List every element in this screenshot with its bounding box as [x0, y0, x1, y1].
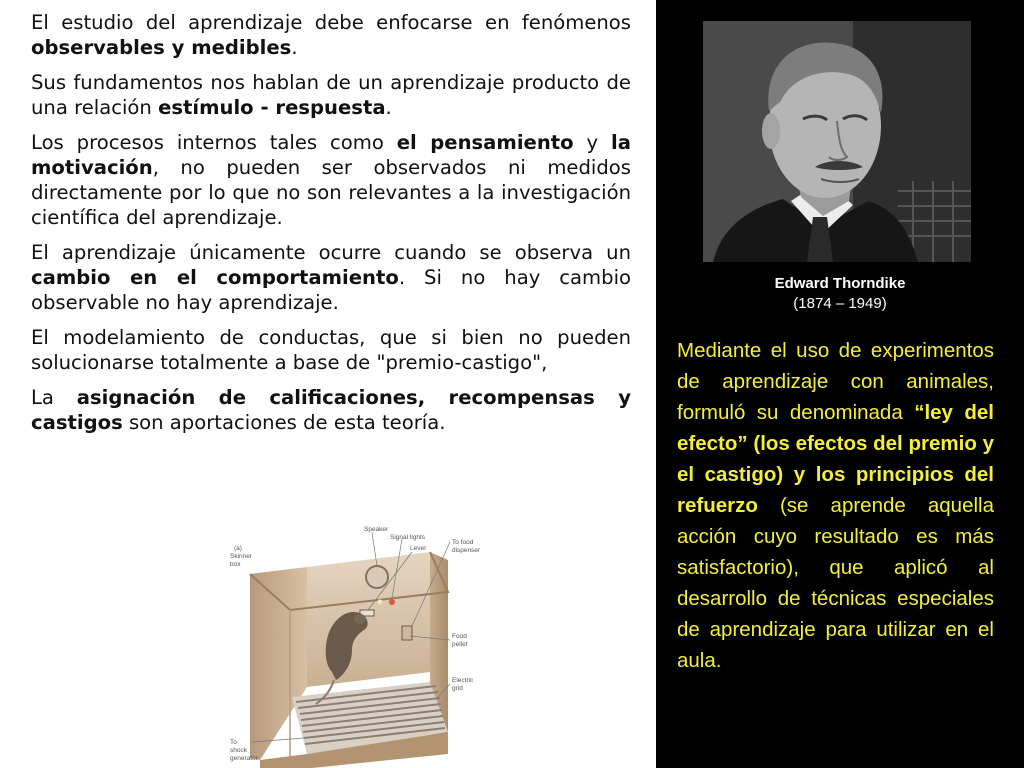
thorndike-photo	[703, 21, 971, 262]
skinner-box-diagram	[212, 522, 530, 768]
label-speaker: Speaker	[364, 526, 389, 533]
thorndike-description: Mediante el uso de experimentos de aprendizaje con animales, formuló su denominada “ley del efecto” (los efectos del premio y el castigo) y los principios del refuerzo (se aprende aquella acción cuyo resultado es más satisfactorio), que aplicó al desarrollo de técnicas especiales de aprendizaje para utilizar en el aula.	[677, 339, 994, 672]
signal-light	[378, 600, 383, 605]
label-signal-lights: Signal lights	[390, 534, 426, 541]
label-box: box	[230, 561, 241, 568]
right-panel	[656, 0, 1024, 768]
label-to: To	[230, 739, 237, 746]
food-cup	[402, 626, 412, 640]
label-generator: generator	[230, 755, 258, 762]
signal-light	[389, 599, 395, 605]
label-grid: grid	[452, 685, 463, 692]
main-text	[31, 10, 631, 445]
label-electric: Electric	[452, 677, 474, 684]
caption-name: Edward Thorndike	[774, 275, 906, 292]
paragraph-6: La asignación de calificaciones, recompensas y castigos son aportaciones de esta teoría.	[31, 386, 631, 434]
paragraph-3: Los procesos internos tales como el pensamiento y la motivación, no pueden ser observados ni medidos directamente por lo que no son relevantes a la investigación científica del aprendizaje.	[31, 131, 631, 229]
paragraph-5: El modelamiento de conductas, que si bien no pueden solucionarse totalmente a base de "premio-castigo",	[31, 326, 631, 374]
caption-years: (1874 – 1949)	[793, 295, 887, 312]
label-pellet: pellet	[452, 641, 468, 648]
label-to-food: To food	[452, 539, 474, 546]
speaker	[366, 566, 388, 588]
label-food: Food	[452, 633, 467, 640]
label-dispenser: dispenser	[452, 547, 481, 554]
label-a: (a)	[234, 545, 242, 552]
left-wall	[250, 567, 307, 760]
label-lever: Lever	[410, 545, 427, 552]
photo-caption	[656, 274, 1024, 314]
paragraph-1: El estudio del aprendizaje debe enfocarse en fenómenos observables y medibles.	[31, 11, 631, 59]
label-skinner: Skinner	[230, 553, 253, 560]
paragraph-4: El aprendizaje únicamente ocurre cuando se observa un cambio en el comportamiento. Si no hay cambio observable no hay aprendizaje.	[31, 241, 632, 314]
paragraph-2: Sus fundamentos nos hablan de un aprendizaje producto de una relación estímulo - respuesta.	[31, 71, 631, 119]
label-shock: shock	[230, 747, 247, 754]
